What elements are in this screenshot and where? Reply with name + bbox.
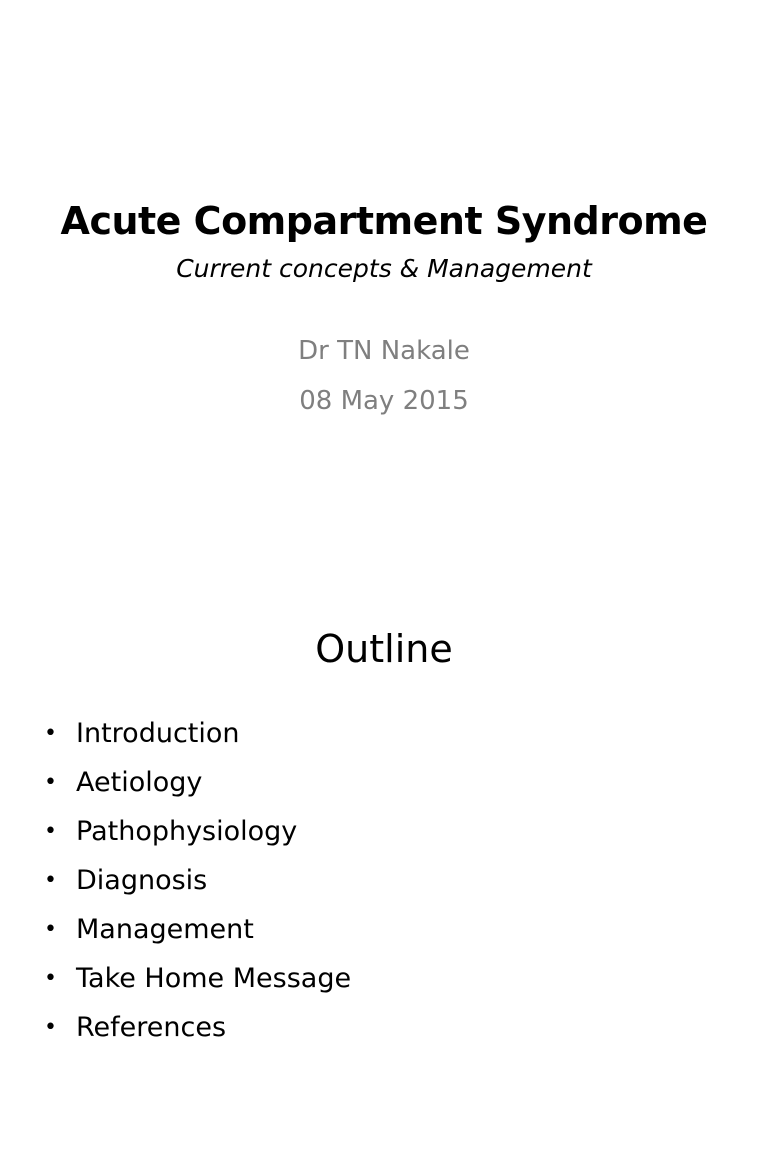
author-name: Dr TN Nakale: [298, 336, 470, 366]
outline-title: Outline: [315, 627, 453, 671]
bullet-icon: •: [44, 868, 57, 893]
bullet-icon: •: [44, 721, 57, 746]
slide-subtitle: Current concepts & Management: [176, 254, 592, 283]
outline-slide: Outline • Introduction • Aetiology • Pathophysiology • Diagnosis • Management • Take Home Message • References: [0, 576, 768, 1152]
presentation-date: 08 May 2015: [299, 386, 469, 416]
bullet-icon: •: [44, 917, 57, 942]
bullet-icon: •: [44, 819, 57, 844]
bullet-icon: •: [44, 966, 57, 991]
slide-title: Acute Compartment Syndrome: [60, 199, 708, 243]
bullet-icon: •: [44, 1015, 57, 1040]
bullet-icon: •: [44, 770, 57, 795]
